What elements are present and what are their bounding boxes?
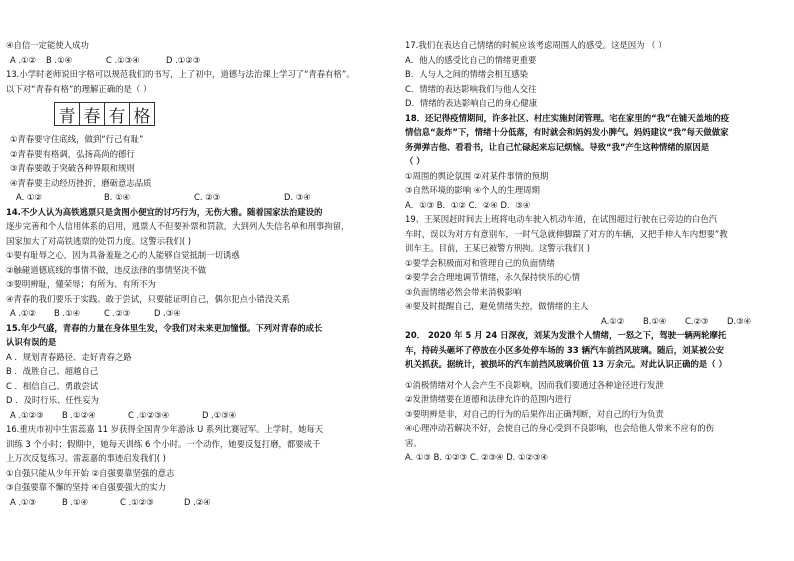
q14-line-4: ①要有耻辱之心，因为具备羞耻之心的人能够自觉抵制一切诱惑 <box>6 250 240 260</box>
q14-line-6: ③要明辨耻，懂荣辱；有所为、有所不为 <box>6 279 156 289</box>
q18-line-5: ①周围的舆论氛围 ②对某件事情的预期 <box>405 170 549 181</box>
q14-choice-b: B .①④ <box>54 308 81 318</box>
q19-line-1: 19、王某因赶时间去上班将电动车驶入机动车道，在试图超过行驶在已旁边的白色汽 <box>405 214 718 224</box>
q20-line-2: 车，持砖头砸坏了停放在小区多处停车场的 33 辆汽车前挡风玻璃。随后，刘某被公安 <box>405 344 724 355</box>
q16-choice-a: A .①③ <box>10 496 37 507</box>
q19-choice-d: D.③④ <box>727 315 752 326</box>
q20-item-4: ④心理冲动若解决不好，会使自己的身心受到不良影响，也会给他人带来不应有的伤 <box>405 423 715 433</box>
q18-line-1: 18．还记得疫情期间，许多社区、村庄实施封闭管理。宅在家里的“我”在铺天盖地的疫 <box>405 112 730 123</box>
q20-item-3: ③要明辨是非，对自己的行为的后果作出正确判断，对自己的行为负责 <box>405 408 664 419</box>
q13-choice-a: A. ①② <box>16 192 42 202</box>
q19-choice-c: C.②③ <box>685 315 709 326</box>
q16-line-3: 上万次反复练习。雷蕊嘉的事迹启发我们( ) <box>6 453 166 463</box>
q16-line-4: ①自强只能从少年开始 ②自强要靠坚强的意志 <box>6 467 175 478</box>
right-column <box>405 38 789 465</box>
q19-line-7: ④要及时提醒自己，避免情绪失控，做情绪的主人 <box>405 301 589 311</box>
q14-choices <box>6 306 390 321</box>
q19-line-4: ①要学会积极面对和管理自己的负面情绪 <box>405 257 555 268</box>
q12-choice-a: A .①② <box>10 54 37 65</box>
q13-item-3: ③青春要敢于突破各种界限和规则 <box>10 163 135 173</box>
q12-choice-b: B .①④ <box>46 54 73 65</box>
q13-item-2: ②青春要有格调，弘扬高尚的德行 <box>10 148 135 159</box>
q15-choice-b: B .①②④ <box>62 409 96 420</box>
q15-line-3: A ．规划青春路径、走好青春之路 <box>6 351 132 362</box>
q18-line-4: （ ） <box>405 156 425 166</box>
q14-line-2: 逐步完善和个人信用体系的启用，逃票人不但要补票和罚款，大到列人失信名单和刑事拘留， <box>6 221 350 231</box>
q16-line-2: 训练 3 个小时；假期中，她每天训练 6 个小时。一个动作，她要反复打磨，都要成千 <box>6 438 321 449</box>
q15-line-5: C ．相信自己、勇敢尝试 <box>6 380 99 391</box>
q19-line-2: 车时，误以为对方有意别车，一时气急就伸脚踹了对方的车辆，又把手伸人车内想要”教 <box>405 228 728 239</box>
q14-choice-c: C .②③ <box>104 308 131 318</box>
q13-item-4: ④青春要主动经历挫折，磨砺意志品质 <box>10 177 152 188</box>
q13-grid-box <box>54 102 390 126</box>
q18-line-3: 务弹弹吉他、看看书，让自己忙碌起来忘记烦恼。导致“我”产生这种情绪的原因是 <box>405 141 710 152</box>
q16-choice-c: C .①②③ <box>120 496 154 507</box>
q18-line-6: ③自然环境的影响 ④个人的生理周期 <box>405 185 540 195</box>
q15-line-6: D ．及时行乐、任性妄为 <box>6 395 99 405</box>
q13-choice-d: D. ③④ <box>284 192 311 202</box>
q16-line-5: ③自强要靠不懈的坚持 ④自强要强大的实力 <box>6 482 167 492</box>
q19-choices <box>405 314 789 329</box>
q14-line-5: ②触碰道德底线的事情不做，违反法律的事情坚决不做 <box>6 264 207 275</box>
q15-choice-d: D .①③④ <box>202 409 237 420</box>
q15-line-2: 认识有误的是 <box>6 337 57 347</box>
q16-line-1: 16.重庆市初中生雷蕊嘉 11 岁获得全国青少年游泳 U 系列比赛冠军。上学时，她每天 <box>6 424 324 434</box>
q12-choices <box>6 53 390 68</box>
grid-char-1: 青 <box>54 102 80 126</box>
q15-choices <box>6 408 390 423</box>
q16-choice-d: D .②④ <box>184 496 211 507</box>
q15-choice-a: A .①②③ <box>10 409 44 420</box>
q13-item-1: ①青春要守住底线，做到“行己有耻” <box>10 134 144 144</box>
q15-choice-c: C .①②③④ <box>128 409 170 420</box>
q20-choices: A. ①③ B. ①②③ C. ②③④ D. ①②③④ <box>405 452 549 462</box>
q17-line-2: A．他人的感受比自己的情绪更重要 <box>405 54 537 65</box>
q14-line-3: 国家加大了对高铁逃票的处罚力度。这警示我们( ) <box>6 235 192 246</box>
q19-choice-a: A.①② <box>601 315 625 326</box>
q15-line-4: B ．战胜自己、超越自己 <box>6 366 99 376</box>
q19-line-6: ③负面情绪必然会带来消极影响 <box>405 286 522 297</box>
q12-choice-c: C .①③④ <box>106 54 140 65</box>
q20-item-5: 害。 <box>405 437 422 448</box>
q17-line-4: C．情绪的表达影响我们与他人交往 <box>405 83 537 94</box>
q16-choices <box>6 495 390 510</box>
q19-line-3: 训车主。目前，王某已被警方刑拘。这警示我们( ) <box>405 243 591 253</box>
q13-choices <box>6 190 390 205</box>
q14-choice-a: A .①② <box>10 308 37 318</box>
q17-line-5: D．情绪的表达影响自己的身心健康 <box>405 98 538 108</box>
q13-choice-b: B. ①④ <box>104 192 131 202</box>
q17-line-1: 17.我们在表达自己情绪的时候应该考虑周围人的感受。这是因为 （ ） <box>405 40 667 50</box>
left-column <box>6 38 390 509</box>
q20-line-1: 20． 2020 年 5 月 24 日深夜，刘某为发泄个人情绪，一怒之下，驾驶一辆两轮摩托 <box>405 330 727 340</box>
grid-char-4: 格 <box>129 102 155 126</box>
q19-choice-b: B.①④ <box>643 315 667 326</box>
q18-line-7: A．①③ B．①② C．②④ D．③④ <box>405 199 531 210</box>
grid-char-3: 有 <box>104 102 130 126</box>
q12-choice-d: D .①②③ <box>166 54 201 65</box>
q18-line-2: 情信息“轰炸”下，情绪十分低落，有时就会和妈妈发小脾气。妈妈建议“我”每天做做家 <box>405 127 729 137</box>
q13-stem-1: 13.小学时老师说田字格可以规范我们的书写，上了初中，道德与法治课上学习了“青春有格”。 <box>6 69 355 79</box>
q14-line-7: ④青春的我们要乐于实践、敢于尝试，只要能证明自己，偶尔犯点小错没关系 <box>6 293 290 304</box>
q15-line-1: 15.年少气盛，青春的力量在身体里生发，令我们对未来更加憧憬。下列对青春的成长 <box>6 322 323 333</box>
q13-stem-2: 以下对“青春有格”的理解正确的是（ ） <box>6 83 152 94</box>
q14-line-1: 14.不少人认为高铁逃票只是贪图小便宜的讨巧行为，无伤大雅。随着国家法治建设的 <box>6 206 323 217</box>
grid-char-2: 春 <box>79 102 105 126</box>
q17-line-3: B．人与人之间的情绪会相互感染 <box>405 69 528 79</box>
q13-choice-c: C. ②③ <box>194 192 221 202</box>
q16-choice-b: B .①④ <box>62 496 89 507</box>
q20-item-2: ②发泄情绪要在道德和法律允许的范围内进行 <box>405 394 572 404</box>
q19-line-5: ②要学会合理地调节情绪，永久保持快乐的心情 <box>405 272 581 282</box>
q14-choice-d: D .③④ <box>154 308 181 318</box>
q20-line-3: 机关抓获。据统计，被损坏的汽车前挡风玻璃价值 13 万余元。对此认识正确的是（ ） <box>405 359 727 369</box>
q20-item-1: ①消极情绪对个人会产生不良影响，因而我们要通过各种途径进行发泄 <box>405 379 664 390</box>
q12-option-4: ④自信一定能使人成功 <box>6 40 89 50</box>
